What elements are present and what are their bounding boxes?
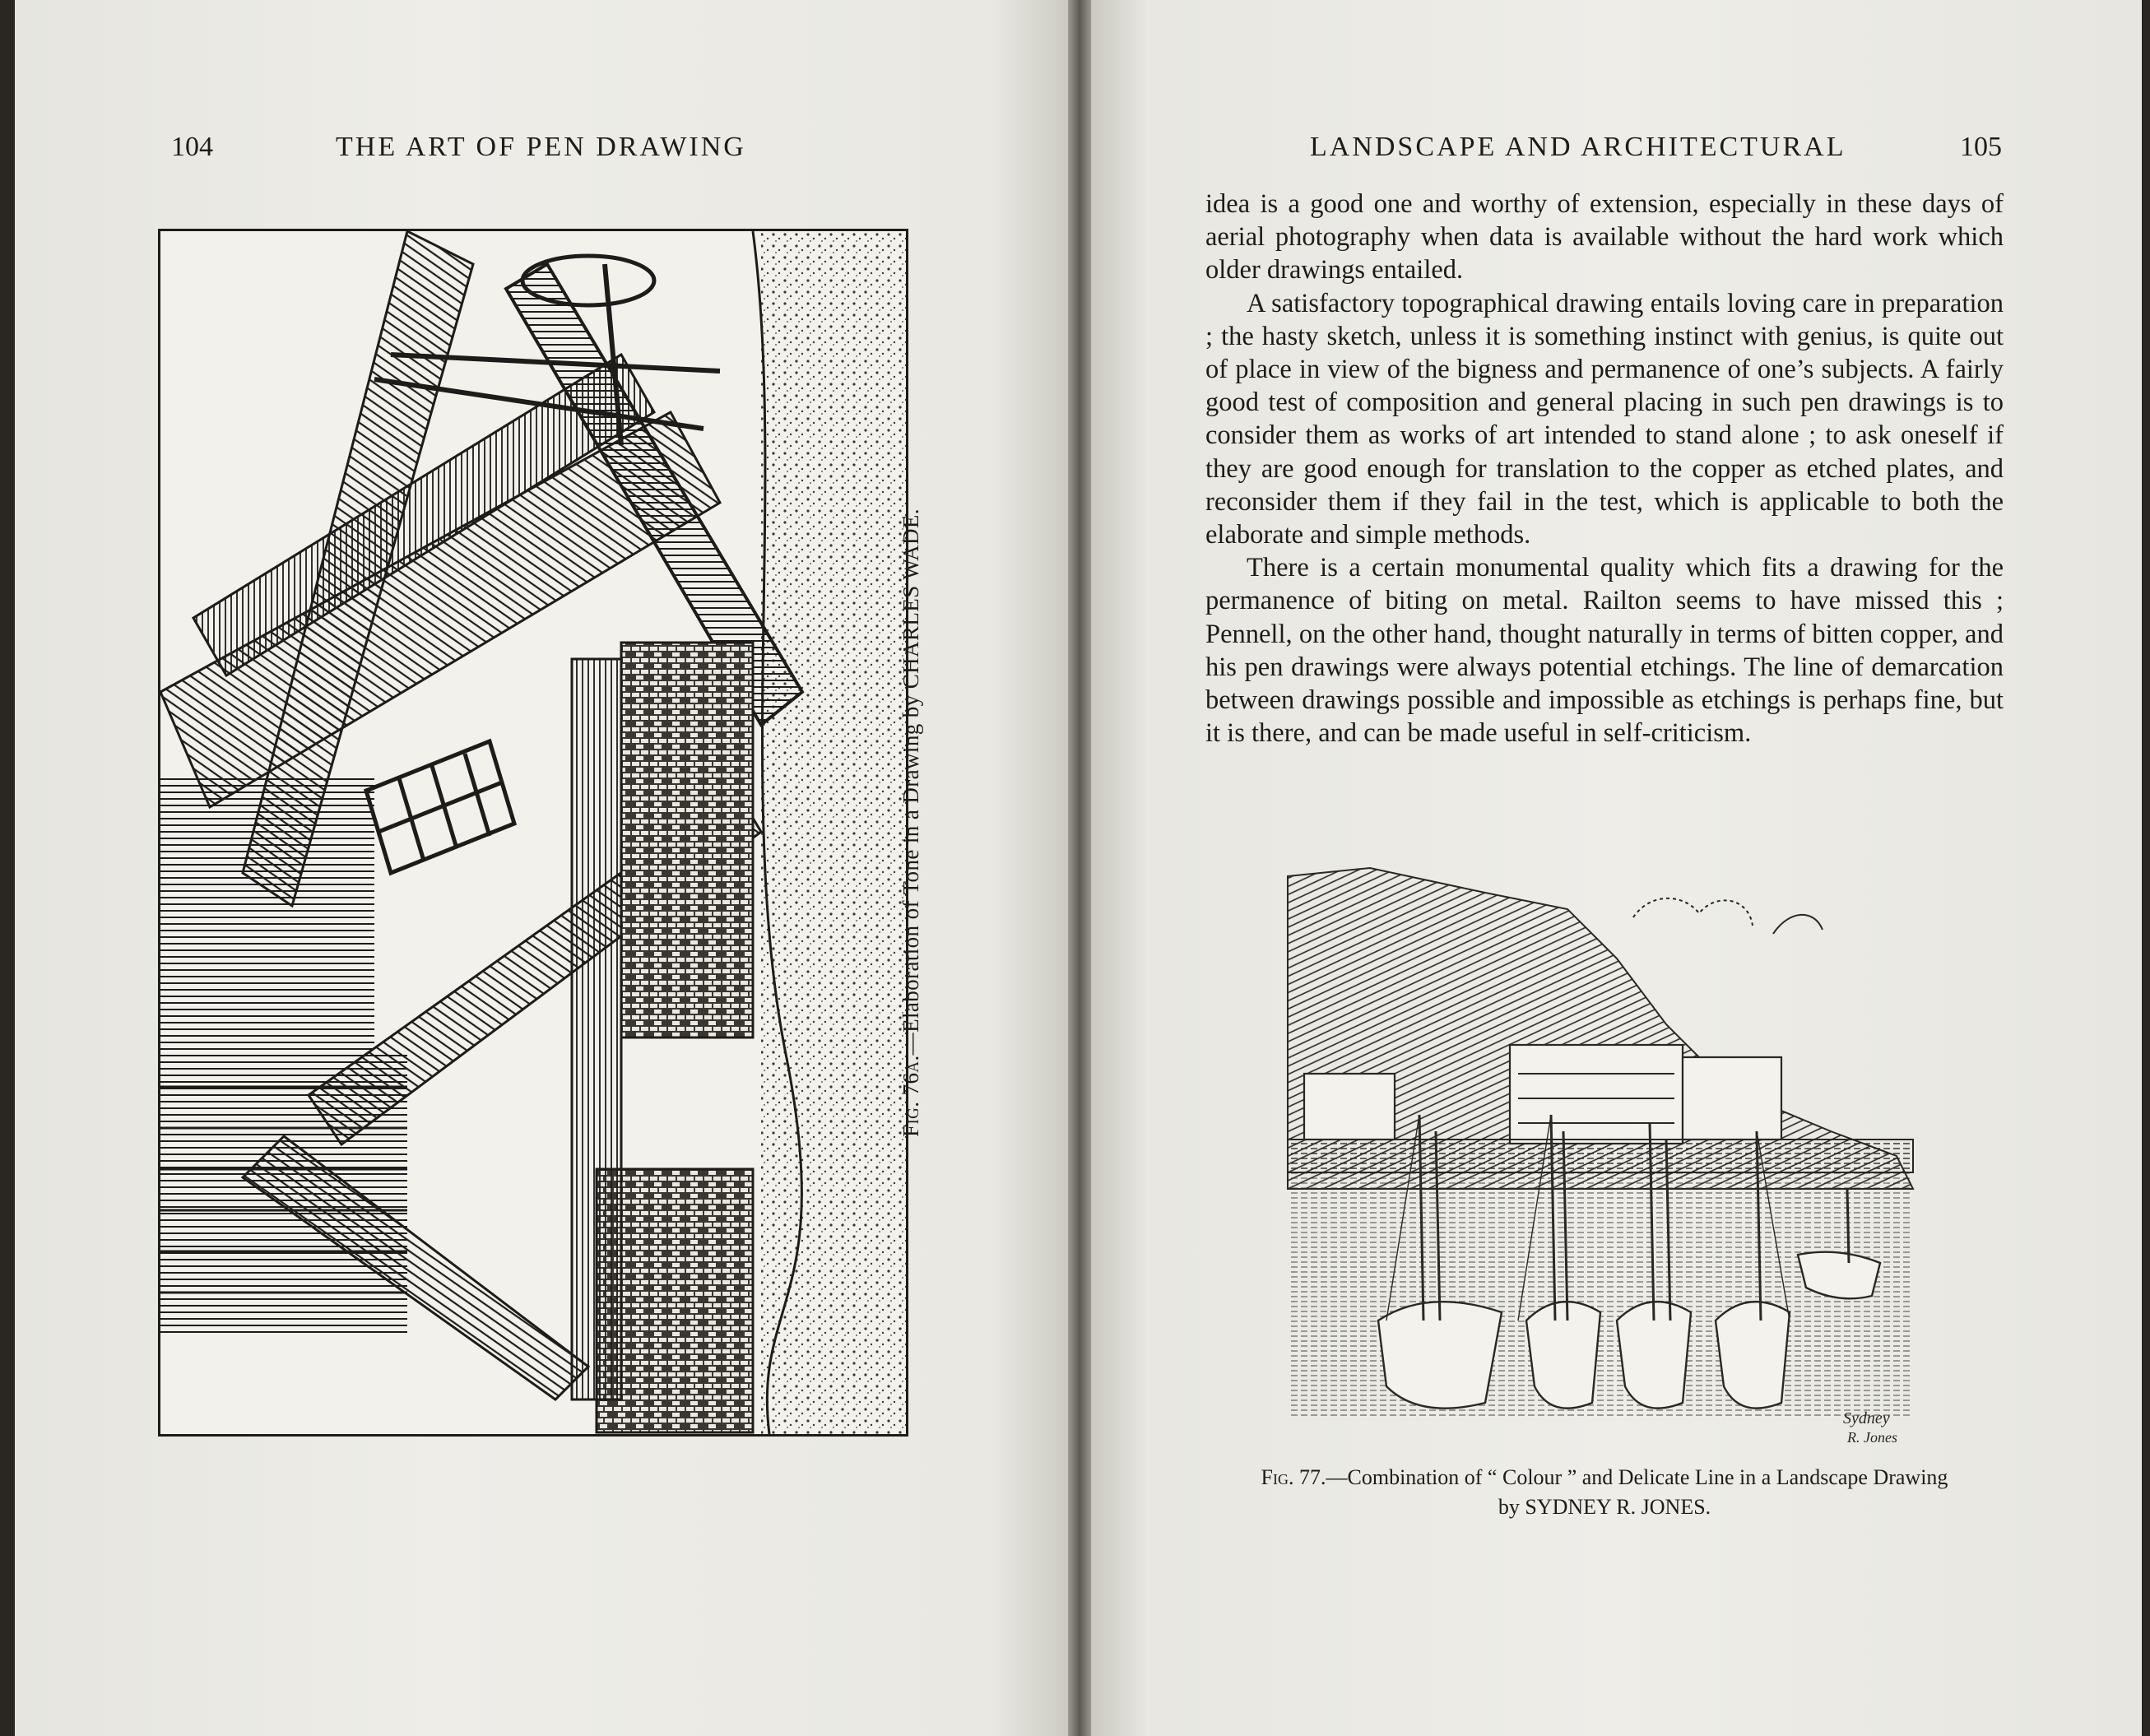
paragraph-1: idea is a good one and worthy of extension, especially in these days of aerial photography when data is available without the hard work which older drawings entailed. — [1205, 189, 2004, 285]
figure-77-label: Fig. 77. — [1261, 1465, 1326, 1489]
body-text — [1205, 188, 2004, 750]
page-number-right: 105 — [1960, 132, 2002, 162]
artist-signature-line1: Sydney — [1843, 1409, 1890, 1427]
paragraph-3: There is a certain monumental quality which fits a drawing for the permanence of biting on metal. Railton seems to have missed this ; Pennell, on the other hand, thought naturally in terms of bitten copper, and his pen drawings were always potential etchings. The line of demarcation between drawings possible and impossible as etchings is perhaps fine, but it is there, and can be made useful in self-criticism. — [1205, 553, 2004, 749]
page-number-left: 104 — [171, 132, 213, 162]
running-head-left: THE ART OF PEN DRAWING — [336, 132, 746, 162]
figure-76a-label: Fig. 76a. — [899, 1055, 923, 1137]
figure-77-caption — [1185, 1463, 2024, 1522]
figure-76a-caption — [899, 444, 924, 1201]
figure-77-caption-text: —Combination of “ Colour ” and Delicate Line in a Landscape Drawing — [1326, 1465, 1948, 1489]
figure-76a-caption-text: —Elaboration of Tone in a Drawing by — [899, 689, 923, 1056]
artist-signature-line2: R. Jones — [1847, 1429, 1897, 1446]
figure-77-byline: by SYDNEY R. JONES. — [1498, 1495, 1711, 1519]
figure-76a-artist: CHARLES WADE. — [899, 508, 923, 689]
book-gutter — [1068, 0, 1091, 1736]
running-head-right: LANDSCAPE AND ARCHITECTURAL — [1310, 132, 1846, 162]
harbour-illustration — [1271, 860, 1925, 1452]
paragraph-2: A satisfactory topographical drawing entails loving care in preparation ; the hasty sketch, unless it is something instinct with genius, is quite out of place in view of the bigness and permanence of one’s subjects. A fairly good test of composition and general placing in such pen drawings is to consider them as works of art intended to stand alone ; to ask oneself if they are good enough for translation to the copper as etched plates, and reconsider them if they fail in the test, which is applicable to both the elaborate and simple methods. — [1205, 288, 2004, 550]
windmill-illustration — [158, 229, 908, 1437]
